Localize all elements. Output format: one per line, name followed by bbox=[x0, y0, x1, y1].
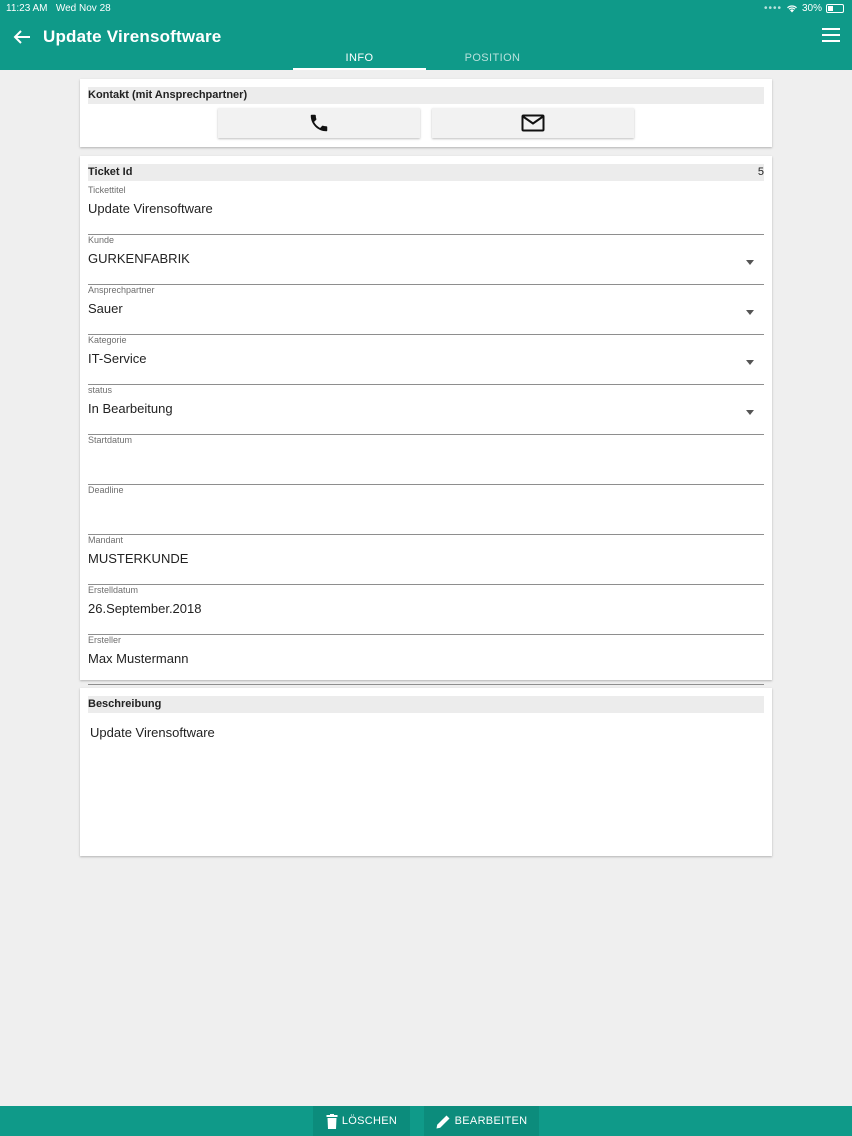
field-label: Ansprechpartner bbox=[88, 285, 155, 295]
description-card bbox=[80, 688, 772, 856]
field-label: Ersteller bbox=[88, 635, 122, 645]
tab-position[interactable]: POSITION bbox=[464, 52, 521, 64]
select-ansprechpartner[interactable] bbox=[88, 285, 764, 335]
field-value: IT-Service bbox=[88, 351, 147, 366]
field-ersteller[interactable] bbox=[88, 635, 764, 685]
field-label: Startdatum bbox=[88, 435, 133, 445]
status-bar bbox=[0, 0, 852, 16]
ticket-id-value: 5 bbox=[757, 166, 764, 178]
field-value: Max Mustermann bbox=[88, 651, 189, 666]
wifi-icon bbox=[786, 4, 798, 13]
field-label: Erstelldatum bbox=[88, 585, 139, 595]
dropdown-arrow-icon bbox=[746, 360, 754, 365]
field-value: In Bearbeitung bbox=[88, 401, 173, 416]
battery-percent: 30% bbox=[801, 3, 822, 14]
field-value: Update Virensoftware bbox=[88, 201, 213, 216]
field-value: 26.September.2018 bbox=[88, 601, 202, 616]
edit-label: BEARBEITEN bbox=[454, 1115, 528, 1127]
battery-icon bbox=[826, 4, 844, 13]
edit-button[interactable] bbox=[424, 1106, 539, 1136]
status-time: 11:23 AM Wed Nov 28 bbox=[6, 3, 111, 14]
select-kunde[interactable] bbox=[88, 235, 764, 285]
dropdown-arrow-icon bbox=[746, 410, 754, 415]
email-button[interactable] bbox=[432, 108, 634, 138]
tab-bar bbox=[293, 48, 559, 70]
call-button[interactable] bbox=[218, 108, 420, 138]
field-label: status bbox=[88, 385, 113, 395]
field-value: MUSTERKUNDE bbox=[88, 551, 189, 566]
back-arrow-icon bbox=[13, 29, 31, 45]
tab-info[interactable]: INFO bbox=[293, 48, 426, 70]
status-right bbox=[764, 3, 844, 14]
dropdown-arrow-icon bbox=[746, 260, 754, 265]
field-label: Kategorie bbox=[88, 335, 127, 345]
description-text[interactable]: Update Virensoftware bbox=[90, 725, 215, 740]
field-erstelldatum[interactable] bbox=[88, 585, 764, 635]
delete-button[interactable] bbox=[313, 1106, 410, 1136]
field-deadline[interactable] bbox=[88, 485, 764, 535]
back-button[interactable] bbox=[10, 25, 34, 49]
contact-actions bbox=[218, 108, 634, 138]
signal-dots-icon: •••• bbox=[763, 3, 782, 14]
field-label: Kunde bbox=[88, 235, 115, 245]
delete-label: LÖSCHEN bbox=[341, 1115, 398, 1127]
phone-icon bbox=[308, 112, 330, 134]
trash-icon bbox=[326, 1114, 338, 1129]
description-title: Beschreibung bbox=[88, 696, 764, 713]
field-tickettitel[interactable] bbox=[88, 185, 764, 235]
page-title: Update Virensoftware bbox=[43, 27, 222, 46]
dropdown-arrow-icon bbox=[746, 310, 754, 315]
field-value: Sauer bbox=[88, 301, 123, 316]
field-label: Mandant bbox=[88, 535, 124, 545]
field-value: GURKENFABRIK bbox=[88, 251, 190, 266]
bottom-action-bar bbox=[0, 1106, 852, 1136]
ticket-info-card bbox=[80, 156, 772, 680]
mail-icon bbox=[521, 114, 545, 132]
field-mandant[interactable] bbox=[88, 535, 764, 585]
select-kategorie[interactable] bbox=[88, 335, 764, 385]
select-status[interactable] bbox=[88, 385, 764, 435]
field-label: Deadline bbox=[88, 485, 124, 495]
menu-icon[interactable] bbox=[822, 28, 840, 42]
contact-card bbox=[80, 79, 772, 147]
app-header bbox=[0, 0, 852, 70]
contact-title: Kontakt (mit Ansprechpartner) bbox=[88, 87, 764, 104]
field-label: Tickettitel bbox=[88, 185, 126, 195]
ticket-id-label: Ticket Id bbox=[88, 166, 133, 178]
ticket-id-row bbox=[88, 164, 764, 181]
pencil-icon bbox=[436, 1114, 451, 1129]
field-startdatum[interactable] bbox=[88, 435, 764, 485]
